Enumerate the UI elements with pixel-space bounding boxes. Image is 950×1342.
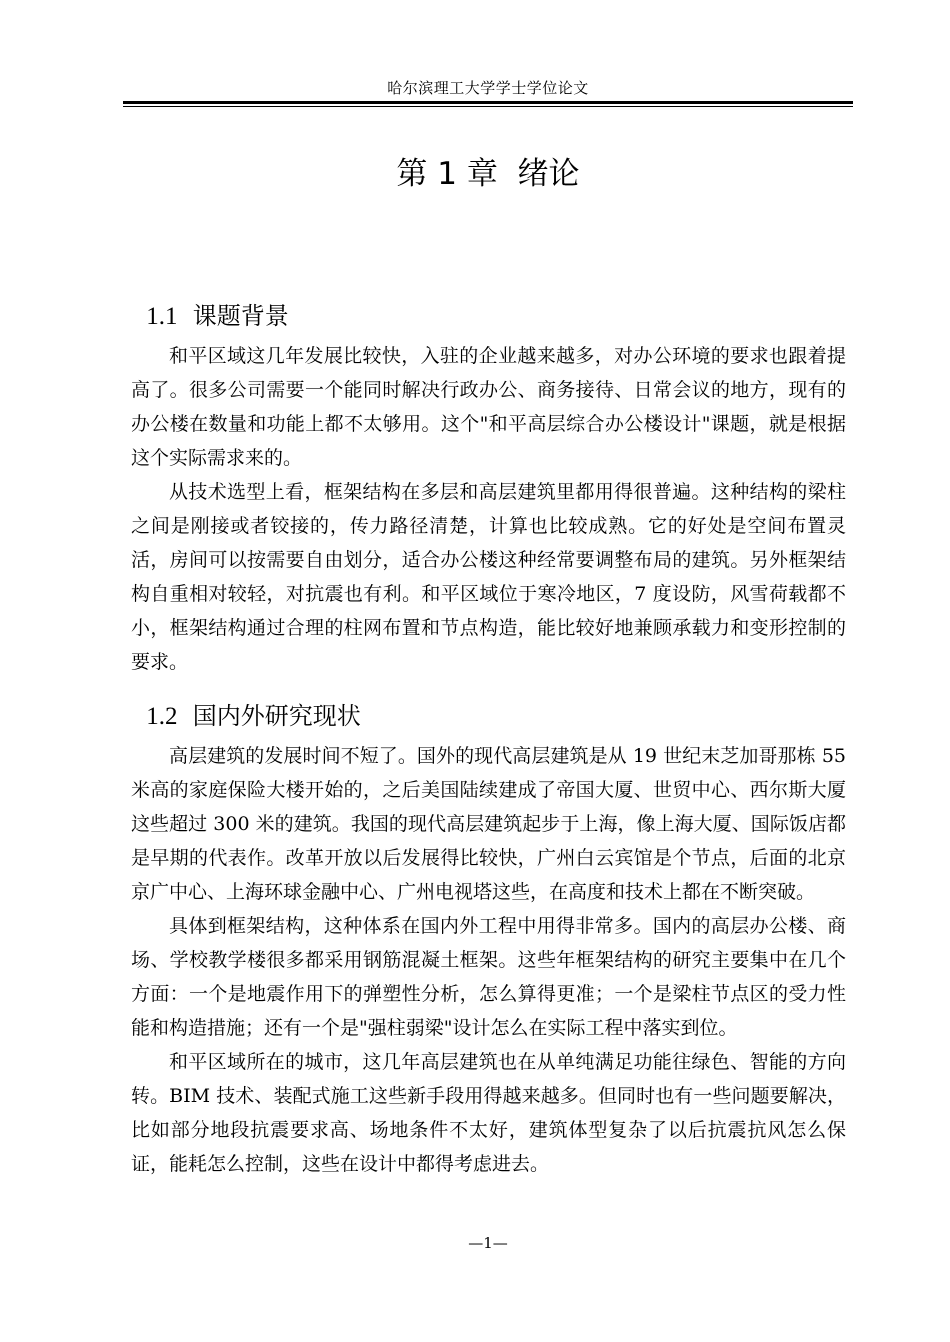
section-number: 1.2 <box>146 703 178 730</box>
running-header: 哈尔滨理工大学学士学位论文 <box>387 79 589 97</box>
paragraph: 高层建筑的发展时间不短了。国外的现代高层建筑是从 19 世纪末芝加哥那栋 55 米高的家庭保险大楼开始的，之后美国陆续建成了帝国大厦、世贸中心、西尔斯大厦这些超过 300 米的建筑。我国的现代高层建筑起步于上海，像上海大厦、国际饭店都是早期的代表作。改革开放以后发展得比较快，广州白云宾馆是个节点，后面的北京京广中心、上海环球金融中心、广州电视塔这些，在高度和技术上都在不断突破。 <box>131 745 846 903</box>
header-rule-thick <box>123 101 853 104</box>
section-body-1-2 <box>131 739 846 1181</box>
page-number: —1— <box>468 1234 508 1252</box>
paragraph: 和平区域这几年发展比较快，入驻的企业越来越多，对办公环境的要求也跟着提高了。很多公司需要一个能同时解决行政办公、商务接待、日常会议的地方，现有的办公楼在数量和功能上都不太够用。这个"和平高层综合办公楼设计"课题，就是根据这个实际需求来的。 <box>131 345 846 469</box>
chapter-title: 第 1 章 绪论 <box>396 156 580 192</box>
section-number: 1.1 <box>146 303 178 330</box>
section-title-text: 国内外研究现状 <box>192 702 361 730</box>
paragraph: 和平区域所在的城市，这几年高层建筑也在从单纯满足功能往绿色、智能的方向转。BIM 技术、装配式施工这些新手段用得越来越多。但同时也有一些问题要解决，比如部分地段抗震要求高、场地条件不太好，建筑体型复杂了以后抗震抗风怎么保证，能耗怎么控制，这些在设计中都得考虑进去。 <box>131 1051 846 1175</box>
header-rule-thin <box>123 106 853 107</box>
section-title-text: 课题背景 <box>192 302 289 330</box>
paragraph: 从技术选型上看，框架结构在多层和高层建筑里都用得很普遍。这种结构的梁柱之间是刚接或者铰接的，传力路径清楚，计算也比较成熟。它的好处是空间布置灵活，房间可以按需要自由划分，适合办公楼这种经常要调整布局的建筑。另外框架结构自重相对较轻，对抗震也有利。和平区域位于寒冷地区，7 度设防，风雪荷载都不小，框架结构通过合理的柱网布置和节点构造，能比较好地兼顾承载力和变形控制的要求。 <box>131 481 846 673</box>
paragraph: 具体到框架结构，这种体系在国内外工程中用得非常多。国内的高层办公楼、商场、学校教学楼很多都采用钢筋混凝土框架。这些年框架结构的研究主要集中在几个方面：一个是地震作用下的弹塑性分析，怎么算得更准；一个是梁柱节点区的受力性能和构造措施；还有一个是"强柱弱梁"设计怎么在实际工程中落实到位。 <box>131 915 846 1039</box>
section-body-1-1 <box>131 339 846 679</box>
section-heading-1-1 <box>131 268 289 333</box>
section-heading-1-2 <box>131 668 361 733</box>
